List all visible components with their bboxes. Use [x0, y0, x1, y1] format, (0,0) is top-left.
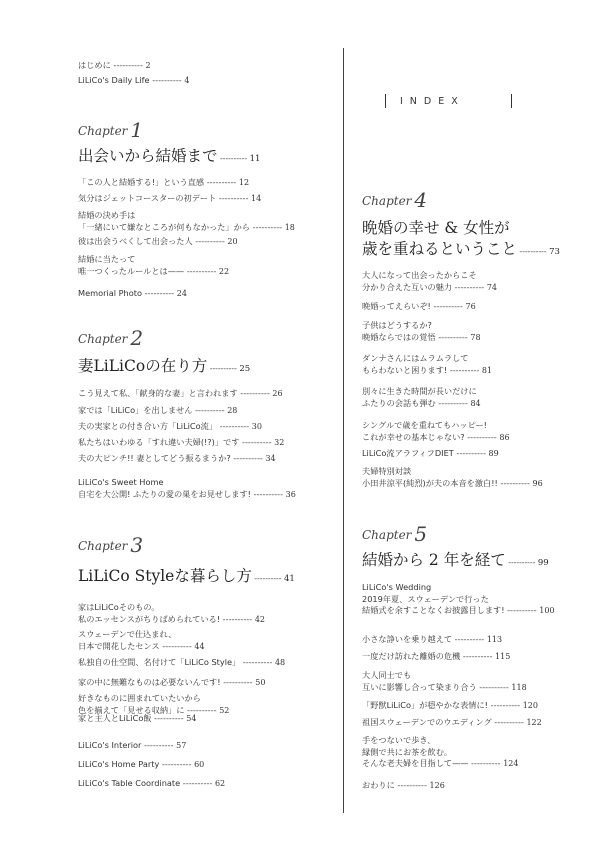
toc-entry-text: 手をつないで歩き、: [362, 735, 436, 745]
toc-entry-text: おわりに ---------- 126: [362, 780, 445, 790]
toc-entry-text: こう見えて私、「献身的な妻」と言われます ---------- 26: [78, 388, 283, 398]
toc-entry-text: 好きなものに囲まれていたいから: [78, 693, 201, 703]
toc-entry[interactable]: [78, 677, 265, 689]
toc-entry-text: 気分はジェットコースターの初デート ---------- 14: [78, 193, 262, 203]
toc-entry-text: 夫の大ピンチ!! 妻としてどう振るまうか? ---------- 34: [78, 453, 276, 463]
chapter-word: Chapter: [362, 194, 412, 208]
toc-entry-text: LiLiCo's Daily Life ---------- 4: [78, 75, 190, 85]
toc-entry-text: 2019年夏、スウェーデンで行った: [362, 593, 489, 604]
chapter-title[interactable]: [362, 218, 560, 263]
page-number: 76: [465, 302, 476, 311]
toc-entry[interactable]: [78, 177, 249, 189]
page-number: 24: [176, 289, 187, 298]
index-label: INDEX: [400, 96, 465, 107]
toc-entry-text: 夫の実家との付き合い方「LiLiCo流」 ---------- 30: [78, 421, 262, 431]
page-number: 78: [470, 332, 481, 342]
toc-entry-text: ふたりの会話も弾む ---------- 84: [362, 397, 481, 408]
chapter-number: 5: [414, 522, 428, 546]
toc-entry[interactable]: [362, 670, 527, 693]
leader-dots: ----------: [217, 154, 250, 163]
leader-dots: ----------: [204, 177, 239, 187]
leader-dots: ----------: [517, 247, 550, 256]
leader-dots: ----------: [464, 431, 500, 442]
toc-entry-text: 彼は出会うべくして出会った人 ---------- 20: [78, 236, 238, 246]
leader-dots: ----------: [453, 448, 489, 458]
toc-entry-text: シングルで歳を重ねてもハッピー!: [362, 420, 487, 430]
leader-dots: ----------: [430, 301, 466, 311]
toc-entry-text: もらわないと困ります! ---------- 81: [362, 364, 493, 375]
leader-dots: ----------: [110, 60, 146, 70]
page-number: 48: [274, 658, 286, 667]
leader-dots: ----------: [487, 700, 523, 710]
toc-entry[interactable]: [362, 651, 510, 663]
chapter-title-line: LiLiCo Styleな暮らし方: [78, 567, 252, 585]
leader-dots: ----------: [216, 193, 252, 203]
toc-entry[interactable]: [362, 700, 538, 712]
toc-entry[interactable]: [78, 388, 283, 400]
toc-entry-text: 家の中に無難なものは必要ないんです! ---------- 50: [78, 677, 266, 687]
toc-entry[interactable]: [78, 193, 261, 205]
toc-entry-text: LiLiCo流アラフィフDIET ---------- 89: [362, 448, 499, 458]
leader-dots: ----------: [184, 265, 219, 276]
toc-entry[interactable]: [78, 210, 295, 233]
toc-entry-text: 別々に生きた時間が長いだけに: [362, 386, 477, 396]
chapter-title-text: [78, 566, 295, 590]
leader-dots: ----------: [497, 477, 533, 488]
chapter-title-text: [362, 239, 560, 263]
chapter-title[interactable]: [78, 566, 295, 590]
toc-entry[interactable]: [78, 75, 189, 87]
toc-entry-text: 縁側で共にお茶を飲む。: [362, 746, 453, 757]
toc-entry-text: 色を揃えて「見せる収納」に ---------- 52: [78, 704, 230, 715]
toc-entry[interactable]: [78, 602, 265, 625]
leader-dots: ----------: [141, 740, 177, 750]
leader-dots: ----------: [217, 421, 252, 431]
toc-entry[interactable]: [78, 629, 205, 652]
leader-dots: ----------: [452, 634, 487, 644]
page-number: 113: [486, 635, 503, 644]
leader-dots: ----------: [505, 558, 538, 567]
page-number: 96: [532, 478, 543, 488]
page-number: 84: [470, 398, 481, 408]
leader-dots: ----------: [159, 759, 195, 769]
page-number: 124: [503, 759, 519, 768]
toc-entry-text: 結婚式を余すことなくお披露目します! ---------- 100: [362, 605, 555, 615]
toc-entry[interactable]: [362, 386, 481, 409]
toc-entry-text: 私独自の仕空間、名付けて「LiLiCo Style」 ---------- 48: [78, 657, 286, 667]
toc-entry-text: 小田井涼平(純烈)が夫の本音を激白!! ---------- 96: [362, 477, 543, 488]
chapter-title-text: [362, 218, 560, 239]
leader-dots: ----------: [239, 437, 275, 447]
toc-entry[interactable]: [362, 353, 492, 376]
chapter-title[interactable]: [78, 356, 250, 380]
page-number: 89: [488, 449, 499, 458]
page-number: 120: [522, 701, 538, 710]
toc-entry[interactable]: [362, 320, 481, 343]
toc-entry-text: 「野獣LiLiCo」が穏やかな表情に! ---------- 120: [362, 700, 538, 710]
page-number: 126: [429, 781, 445, 790]
column-divider: [343, 48, 344, 813]
chapter-label: [362, 522, 427, 546]
leader-dots: ----------: [447, 364, 482, 375]
leader-dots: ----------: [491, 717, 527, 727]
page-number: 26: [272, 389, 283, 398]
page-number: 20: [227, 237, 238, 246]
toc-entry-text: 私のエッセンスがちりばめられている! ---------- 42: [78, 613, 265, 624]
page-number: 122: [526, 718, 542, 727]
chapter-word: Chapter: [78, 124, 128, 138]
toc-entry-text: はじめに ---------- 2: [78, 60, 151, 70]
toc-entry-text: 「一緒にいて嫌なところが何もなかった」から ---------- 18: [78, 221, 295, 232]
page-number: 115: [495, 652, 511, 661]
leader-dots: ----------: [207, 364, 240, 373]
page-number: 2: [145, 61, 151, 70]
page-number: 81: [481, 365, 493, 375]
page-number: 50: [255, 678, 266, 687]
page-number: 32: [274, 438, 285, 447]
toc-entry[interactable]: [362, 780, 445, 792]
page-number: 74: [486, 282, 498, 292]
toc-entry[interactable]: [78, 405, 237, 417]
leader-dots: ----------: [149, 75, 185, 85]
leader-dots: ----------: [184, 704, 220, 715]
page-number: 100: [539, 606, 555, 615]
page-number: 12: [238, 178, 250, 187]
chapter-label: [78, 326, 143, 350]
chapter-word: Chapter: [78, 332, 128, 346]
leader-dots: ----------: [141, 288, 177, 298]
index-bar-left: [385, 94, 386, 108]
chapter-word: Chapter: [78, 539, 128, 553]
toc-entry[interactable]: [78, 60, 151, 72]
page-number: 118: [511, 682, 527, 692]
toc-entry-text: LiLiCo's Sweet Home: [78, 477, 164, 487]
chapter-word: Chapter: [362, 528, 412, 542]
leader-dots: ----------: [468, 758, 504, 768]
leader-dots: ----------: [435, 331, 471, 342]
toc-entry-text: 家と主人とLiLiCo飯 ---------- 54: [78, 713, 197, 723]
toc-entry[interactable]: [78, 288, 187, 300]
chapter-title-line: 歳を重ねるということ: [362, 240, 518, 258]
leader-dots: ----------: [476, 681, 512, 692]
leader-dots: ----------: [460, 651, 496, 661]
chapter-title-text: [362, 550, 549, 574]
toc-entry-text: これが幸せの基本じゃない? ---------- 86: [362, 431, 510, 442]
page-number: 28: [227, 406, 238, 415]
toc-entry-text: 一度だけ訪れた離婚の危機 ---------- 115: [362, 651, 511, 661]
toc-entry-text: ダンナさんにはムラムラして: [362, 353, 469, 363]
toc-entry-text: LiLiCo's Table Coordinate ---------- 62: [78, 778, 226, 788]
toc-entry-text: 結婚の決め手は: [78, 210, 136, 220]
toc-entry-text: 日本で開花したセンス ---------- 44: [78, 640, 205, 651]
toc-entry[interactable]: [362, 301, 476, 313]
toc-entry[interactable]: [78, 740, 186, 752]
chapter-number: 2: [130, 326, 144, 350]
toc-entry-text: 晩婚ならではの覚悟 ---------- 78: [362, 331, 481, 342]
chapter-title[interactable]: [78, 146, 260, 170]
chapter-label: [362, 188, 427, 212]
leader-dots: ----------: [249, 221, 285, 232]
toc-entry-text: 「この人と結婚する!」という直感 ---------- 12: [78, 177, 250, 187]
leader-dots: ----------: [192, 236, 228, 246]
leader-dots: ----------: [192, 405, 228, 415]
page-number: 54: [186, 714, 197, 723]
page-number: 4: [184, 76, 190, 85]
leader-dots: ----------: [452, 281, 487, 292]
toc-entry[interactable]: [78, 657, 285, 669]
page-number: 25: [239, 364, 251, 374]
toc-entry-text: 結婚に当たって: [78, 254, 136, 264]
toc-entry-text: LiLiCo's Home Party ---------- 60: [78, 759, 205, 769]
toc-entry-text: 大人同士でも: [362, 670, 412, 680]
toc-entry-text: LiLiCo's Wedding: [362, 582, 432, 592]
toc-entry-text: 私たちはいわゆる「すれ違い夫婦(!?)」です ---------- 32: [78, 437, 285, 447]
toc-entry[interactable]: [78, 421, 262, 433]
toc-entry[interactable]: [362, 582, 555, 617]
toc-entry-text: 祖国スウェーデンでのウエディング ---------- 122: [362, 717, 542, 727]
page-number: 22: [218, 266, 230, 276]
leader-dots: ----------: [504, 605, 540, 615]
page-number: 52: [219, 705, 230, 715]
toc-entry[interactable]: [78, 778, 225, 790]
toc-entry[interactable]: [362, 634, 502, 646]
toc-entry-text: 分かり合えた互いの魅力 ---------- 74: [362, 281, 498, 292]
toc-entry-text: 唯一つくったルールとは—— ---------- 22: [78, 265, 230, 276]
chapter-title-line: 晩婚の幸せ & 女性が: [362, 219, 510, 237]
leader-dots: ----------: [220, 677, 256, 687]
chapter-title-line: 出会いから結婚まで: [78, 147, 218, 165]
page-number: 62: [214, 779, 226, 788]
toc-entry[interactable]: [362, 466, 543, 489]
chapter-number: 4: [414, 188, 428, 212]
toc-entry-text: 小さな諍いを乗り越えて ---------- 113: [362, 634, 503, 644]
chapter-label: [78, 118, 143, 142]
toc-entry-text: スウェーデンで仕込まれ、: [78, 629, 177, 639]
page-number: 30: [251, 422, 262, 431]
index-bar-right: [511, 94, 512, 108]
toc-entry-text: 互いに影響し合って染まり合う ---------- 118: [362, 681, 527, 692]
toc-entry[interactable]: [78, 759, 204, 771]
leader-dots: ----------: [435, 397, 471, 408]
toc-entry-text: そんな老夫婦を目指して—— ---------- 124: [362, 758, 519, 768]
toc-entry[interactable]: [78, 453, 276, 465]
toc-entry-text: Memorial Photo ---------- 24: [78, 288, 187, 298]
toc-entry-text: 晩婚ってえらいぞ! ---------- 76: [362, 301, 476, 311]
page-number: 36: [285, 489, 296, 499]
chapter-number: 3: [130, 533, 144, 557]
leader-dots: ----------: [220, 613, 255, 624]
toc-entry[interactable]: [78, 437, 284, 449]
page-number: 34: [265, 454, 276, 463]
page-number: 42: [254, 614, 265, 624]
leader-dots: ----------: [237, 388, 273, 398]
toc-entry[interactable]: [78, 713, 196, 725]
leader-dots: ----------: [230, 453, 266, 463]
toc-entry[interactable]: [362, 270, 497, 293]
toc-entry[interactable]: [78, 477, 296, 500]
toc-entry[interactable]: [362, 717, 542, 729]
toc-entry-text: LiLiCo's Interior ---------- 57: [78, 740, 187, 750]
page-number: 41: [283, 574, 295, 584]
page-number: 44: [194, 641, 205, 651]
toc-entry-text: 家はLiLiCoそのもの。: [78, 602, 160, 612]
toc-entry-text: 家では「LiLiCo」を出しません ---------- 28: [78, 405, 238, 415]
chapter-title-text: [78, 356, 250, 380]
leader-dots: ----------: [251, 574, 284, 583]
leader-dots: ----------: [250, 488, 286, 499]
chapter-title[interactable]: [362, 550, 549, 574]
chapter-title-line: 妻LiLiCoの在り方: [78, 357, 208, 375]
page-number: 60: [194, 760, 205, 769]
toc-entry-text: 夫婦特別対談: [362, 466, 412, 476]
toc-entry-text: 大人になって出会ったからこそ: [362, 270, 477, 280]
leader-dots: ----------: [180, 778, 215, 788]
toc-entry-text: 子供はどうするか?: [362, 320, 432, 330]
toc-entry[interactable]: [362, 420, 510, 443]
chapter-label: [78, 533, 143, 557]
chapter-title-line: 結婚から 2 年を経て: [362, 551, 506, 569]
toc-entry[interactable]: [362, 448, 499, 460]
leader-dots: ----------: [159, 640, 195, 651]
toc-entry[interactable]: [78, 254, 229, 277]
toc-entry[interactable]: [78, 236, 238, 248]
leader-dots: ----------: [394, 780, 430, 790]
page-number: 57: [176, 741, 187, 750]
page-number: 18: [284, 222, 295, 232]
leader-dots: ----------: [151, 713, 187, 723]
chapter-title-text: [78, 146, 260, 170]
page-number: 99: [537, 558, 549, 568]
page-number: 11: [249, 154, 261, 164]
page-number: 73: [549, 247, 560, 257]
toc-entry[interactable]: [362, 735, 518, 770]
page-number: 86: [499, 432, 510, 442]
toc-entry-text: 自宅を大公開! ふたりの愛の巣をお見せします! ---------- 36: [78, 488, 296, 499]
leader-dots: ----------: [240, 657, 275, 667]
chapter-number: 1: [130, 118, 144, 142]
page-number: 14: [251, 194, 262, 203]
